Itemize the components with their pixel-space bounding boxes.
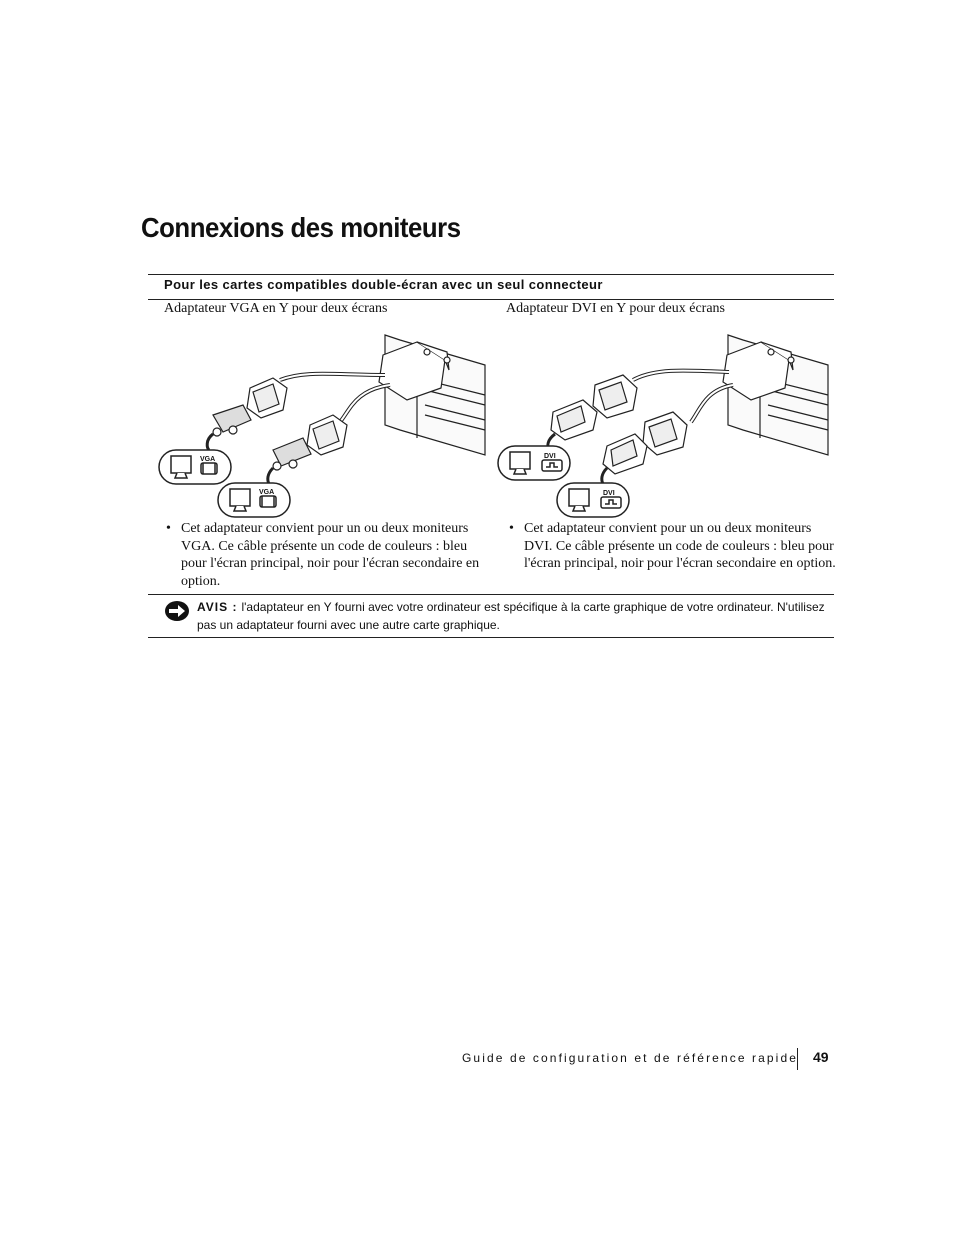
notice [197, 598, 837, 634]
vga-badge-label-1: VGA [200, 456, 216, 463]
vga-bullet-text: Cet adaptateur convient pour un ou deux moniteurs VGA. Ce câble présente un code de couleurs : bleu pour l'écran principal, noir pour l'écran secondaire en option. [181, 521, 480, 589]
dvi-badge-label-1: DVI [544, 453, 556, 460]
dvi-bullet-text: Cet adaptateur convient pour un ou deux moniteurs DVI. Ce câble présente un code de couleurs : bleu pour l'écran principal, noir pour l'écran secondaire en option. [524, 521, 836, 571]
table-top-rule [148, 274, 834, 275]
vga-caption: Adaptateur VGA en Y pour deux écrans [164, 301, 388, 316]
notice-label: AVIS : [197, 600, 238, 614]
notice-text: l'adaptateur en Y fourni avec votre ordinateur est spécifique à la carte graphique de votre ordinateur. N'utilisez pas un adaptateur fourni avec une autre carte graphique. [197, 600, 825, 632]
table-bottom-rule [148, 637, 834, 638]
dvi-badge-label-2: DVI [603, 490, 615, 497]
section-heading: Pour les cartes compatibles double-écran avec un seul connecteur [164, 277, 603, 292]
notice-top-rule [148, 594, 834, 595]
footer-separator [797, 1048, 798, 1070]
vga-y-adapter-illustration [155, 330, 490, 520]
dvi-bullet [509, 520, 839, 573]
table-header-rule [148, 299, 834, 300]
notice-hand-icon [164, 600, 190, 622]
footer-guide-title: Guide de configuration et de référence rapide [462, 1051, 798, 1065]
dvi-y-adapter-illustration [495, 330, 835, 520]
bullet-marker: • [166, 521, 171, 536]
bullet-marker: • [509, 521, 514, 536]
page-number: 49 [813, 1049, 829, 1065]
vga-bullet [166, 520, 496, 590]
vga-badge-label-2: VGA [259, 489, 275, 496]
dvi-caption: Adaptateur DVI en Y pour deux écrans [506, 301, 725, 316]
page-title: Connexions des moniteurs [141, 212, 461, 243]
